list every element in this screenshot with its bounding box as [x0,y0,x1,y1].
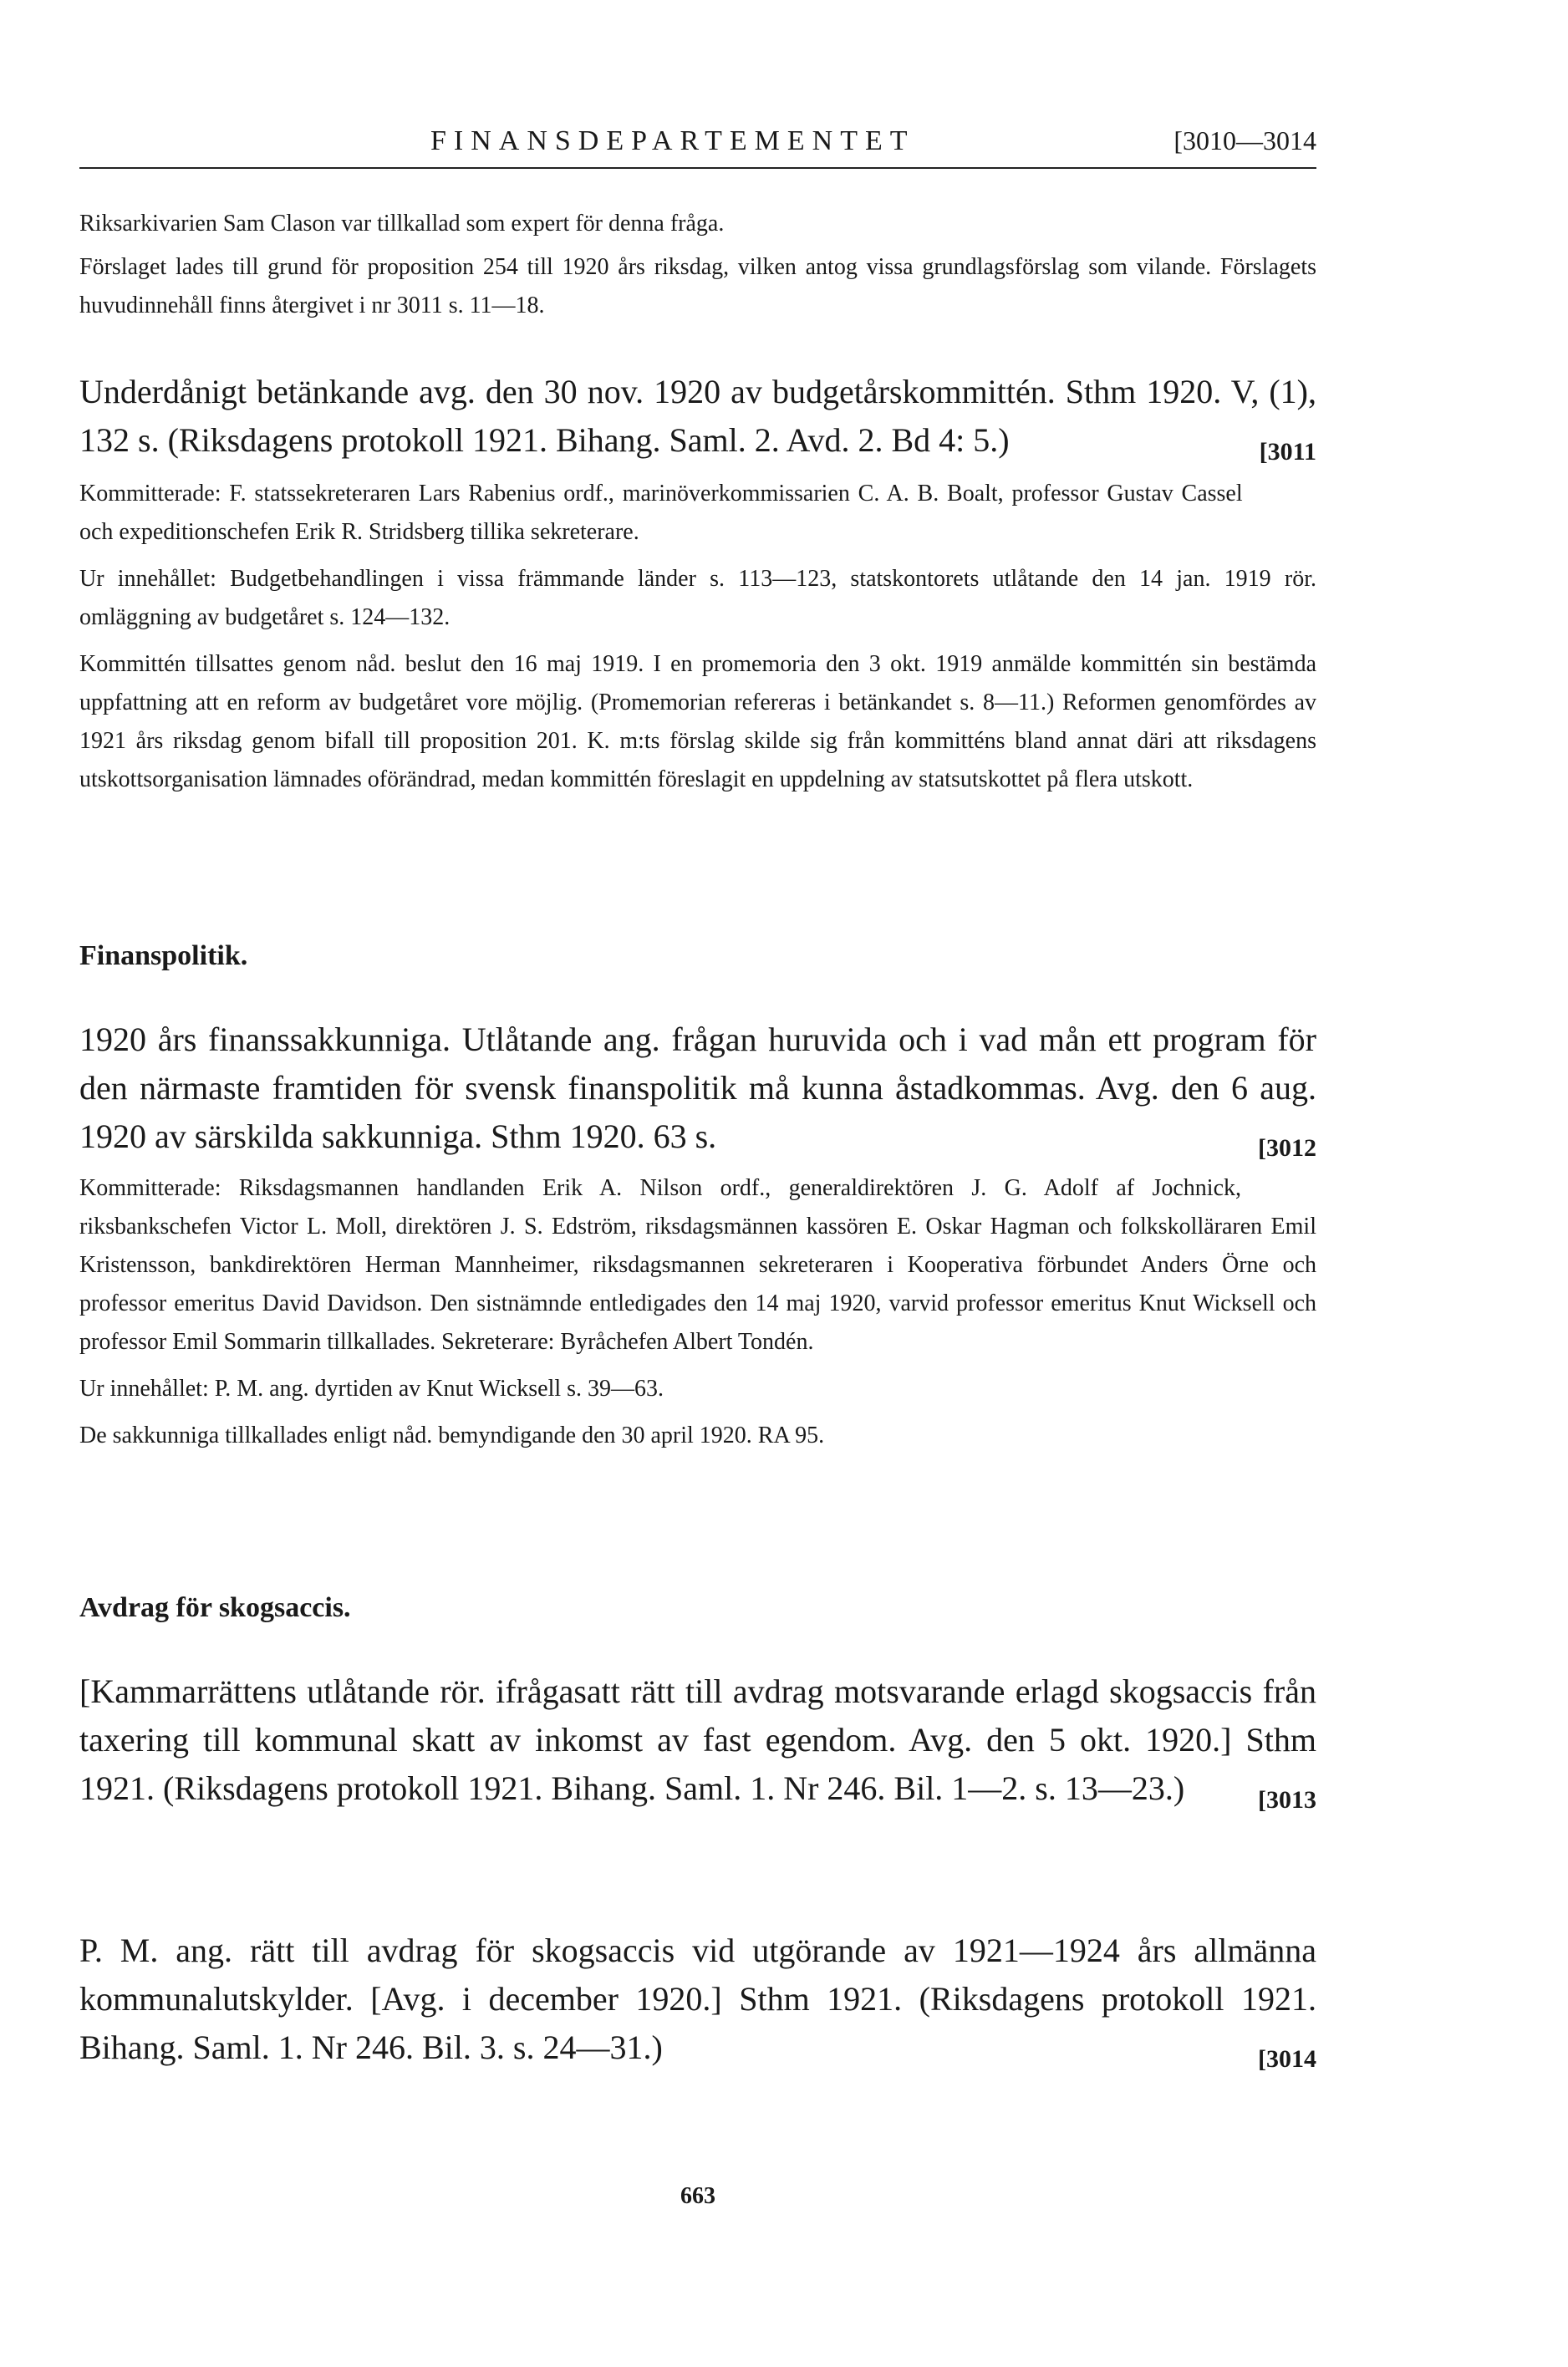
section-heading-finanspolitik: Finanspolitik. [79,940,248,971]
section-finanspolitik [79,940,1316,972]
entry-3012-contents: Ur innehållet: P. M. ang. dyrtiden av Knut Wicksell s. 39—63. [79,1376,664,1402]
section-heading-skogsaccis: Avdrag för skogsaccis. [79,1592,351,1623]
entry-3012-committee: Kommitterade: Riksdagsmannen handlanden Erik A. Nilson ordf., generaldirektören J. G. Adolf af Jochnick, riksbankschefen Victor L. Moll, direktören J. S. Edström, riksdagsmännen kassören E. Oskar Hagman och folkskolläraren Emil Kristensson, bankdirektören Herman Mannheimer, riksdagsmannen sekreteraren i Kooperativa förbundet Anders Örne och professor emeritus David Davidson. Den sistnämnde entledigades den 14 maj 1920, varvid professor emeritus Knut Wicksell och professor Emil Sommarin tillkallades. Sekreterare: Byråchefen Albert Tondén. [79,1175,1316,1355]
entry-3012-title-text: 1920 års finanssakkunniga. Utlåtande ang. frågan huruvida och i vad mån ett program för den närmaste framtiden för svensk finanspolitik må kunna åstadkommas. Avg. den 6 aug. 1920 av särskilda sakkunniga. Sthm 1920. 63 s. [79,1021,1316,1155]
entry-3014-title-text: P. M. ang. rätt till avdrag för skogsaccis vid utgörande av 1921—1924 års allmänna kommunalutskylder. [Avg. i december 1920.] Sthm 1921. (Riksdagens protokoll 1921. Bihang. Saml. 1. Nr 246. Bil. 3. s. 24—31.) [79,1932,1316,2066]
entry-3012-title [79,1016,1316,1161]
running-head-range: [3010—3014 [1173,125,1316,155]
entry-3013-number: [3013 [1258,1786,1316,1814]
running-head-title: FINANSDEPARTEMENTET [430,125,915,156]
intro-line-2: Förslaget lades till grund för proposition 254 till 1920 års riksdag, vilken antog vissa grundlagsförslag som vilande. Förslagets huvudinnehåll finns återgivet i nr 3011 s. 11—18. [79,254,1316,318]
entry-3011-number: [3011 [1259,438,1316,466]
entry-3011-contents: Ur innehållet: Budgetbehandlingen i vissa främmande länder s. 113—123, statskontorets utlåtande den 14 jan. 1919 rör. omläggning av budgetåret s. 124—132. [79,566,1316,630]
entry-3011-title [79,368,1316,465]
entry-3012-number: [3012 [1258,1134,1316,1162]
entry-3013-title [79,1667,1316,1813]
entry-3011-notes: Kommittén tillsattes genom nåd. beslut den 16 maj 1919. I en promemoria den 3 okt. 1919 anmälde kommittén sin bestämda uppfattning att en reform av budgetåret vore möjlig. (Promemorian refereras i betänkandet s. 8—11.) Reformen genomfördes av 1921 års riksdag genom bifall till proposition 201. K. m:ts förslag skilde sig från kommitténs bland annat däri att riksdagens utskottsorganisation lämnades oförändrad, medan kommittén föreslagit en uppdelning av statsutskottet på flera utskott. [79,651,1316,792]
entry-3011 [79,368,1316,799]
intro-line-1: Riksarkivarien Sam Clason var tillkallad som expert för denna fråga. [79,211,725,237]
running-head [79,125,1316,169]
entry-3012 [79,1016,1316,1455]
intro-block [79,205,1316,325]
entry-3012-notes: De sakkunniga tillkallades enligt nåd. bemyndigande den 30 april 1920. RA 95. [79,1423,825,1448]
entry-3014-number: [3014 [1258,2045,1316,2073]
entry-3014-title [79,1927,1316,2072]
entry-3013-title-text: [Kammarrättens utlåtande rör. ifrågasatt rätt till avdrag motsvarande erlagd skogsaccis från taxering till kommunal skatt av inkomst av fast egendom. Avg. den 5 okt. 1920.] Sthm 1921. (Riksdagens protokoll 1921. Bihang. Saml. 1. Nr 246. Bil. 1—2. s. 13—23.) [79,1672,1316,1807]
entry-3014 [79,1927,1316,2084]
section-skogsaccis [79,1592,1316,1624]
entry-3013 [79,1667,1316,1825]
entry-3011-committee: Kommitterade: F. statssekreteraren Lars Rabenius ordf., marinöverkommissarien C. A. B. Boalt, professor Gustav Cassel och expeditionschefen Erik R. Stridsberg tillika sekreterare. [79,481,1243,545]
entry-3011-title-text: Underdånigt betänkande avg. den 30 nov. 1920 av budgetårskommittén. Sthm 1920. V, (1), 132 s. (Riksdagens protokoll 1921. Bihang. Saml. 2. Avd. 2. Bd 4: 5.) [79,373,1316,459]
page-number: 663 [680,2183,715,2209]
